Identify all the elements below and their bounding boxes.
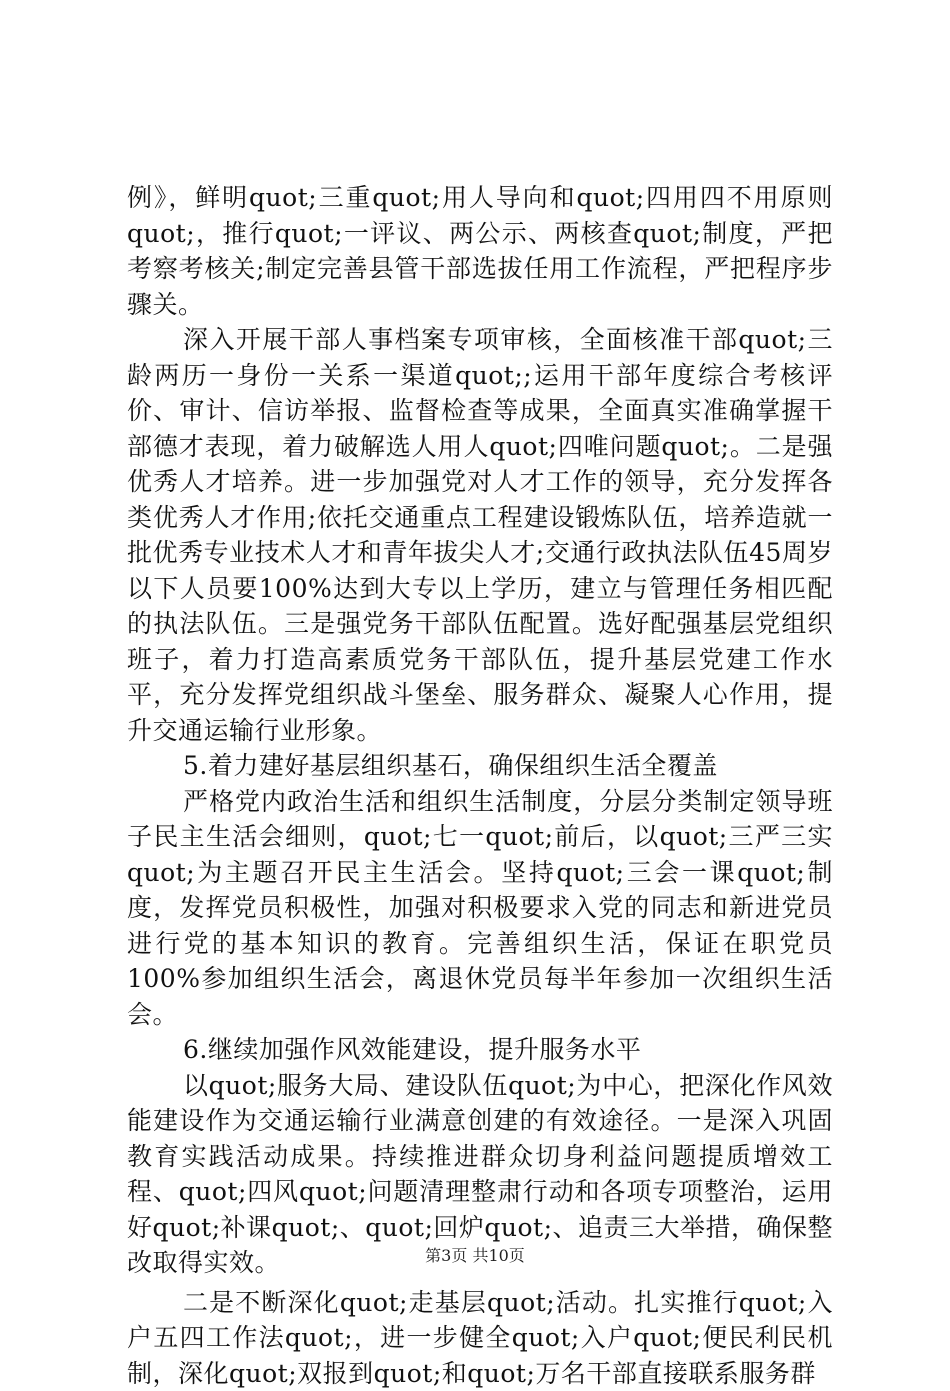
document-body (127, 180, 833, 1391)
paragraph-work-style: 以quot;服务大局、建设队伍quot;为中心，把深化作风效能建设作为交通运输行业满意创建的有效途径。一是深入巩固教育实践活动成果。持续推进群众切身利益问题提质增效工程、quot;四风quot;问题清理整肃行动和各项专项整治，运用好quot;补课quot;、quot;回炉quot;、追责三大举措，确保整改取得实效。 (127, 1068, 833, 1281)
paragraph-continuation: 例》，鲜明quot;三重quot;用人导向和quot;四用四不用原则quot;，推行quot;一评议、两公示、两核查quot;制度，严把考察考核关;制定完善县管干部选拔任用工作流程，严把程序步骤关。 (127, 180, 833, 322)
section-heading-6: 6.继续加强作风效能建设，提升服务水平 (127, 1032, 833, 1068)
paragraph-cadre-review: 深入开展干部人事档案专项审核，全面核准干部quot;三龄两历一身份一关系一渠道quot;;运用干部年度综合考核评价、审计、信访举报、监督检查等成果，全面真实准确掌握干部德才表现，着力破解选人用人quot;四唯问题quot;。二是强优秀人才培养。进一步加强党对人才工作的领导，充分发挥各类优秀人才作用;依托交通重点工程建设锻炼队伍，培养造就一批优秀专业技术人才和青年拔尖人才;交通行政执法队伍45周岁以下人员要100%达到大专以上学历，建立与管理任务相匹配的执法队伍。三是强党务干部队伍配置。选好配强基层党组织班子，着力打造高素质党务干部队伍，提升基层党建工作水平，充分发挥党组织战斗堡垒、服务群众、凝聚人心作用，提升交通运输行业形象。 (127, 322, 833, 748)
section-heading-5: 5.着力建好基层组织基石，确保组织生活全覆盖 (127, 748, 833, 784)
paragraph-grassroots: 二是不断深化quot;走基层quot;活动。扎实推行quot;入户五四工作法quot;，进一步健全quot;入户quot;便民利民机制，深化quot;双报到quot;和quot;万名干部直接联系服务群 (127, 1285, 833, 1391)
paragraph-organization-life: 严格党内政治生活和组织生活制度，分层分类制定领导班子民主生活会细则，quot;七一quot;前后，以quot;三严三实quot;为主题召开民主生活会。坚持quot;三会一课quot;制度，发挥党员积极性，加强对积极要求入党的同志和新进党员进行党的基本知识的教育。完善组织生活，保证在职党员100%参加组织生活会，离退休党员每半年参加一次组织生活会。 (127, 784, 833, 1033)
page-footer: 第3页 共10页 (0, 1246, 950, 1266)
